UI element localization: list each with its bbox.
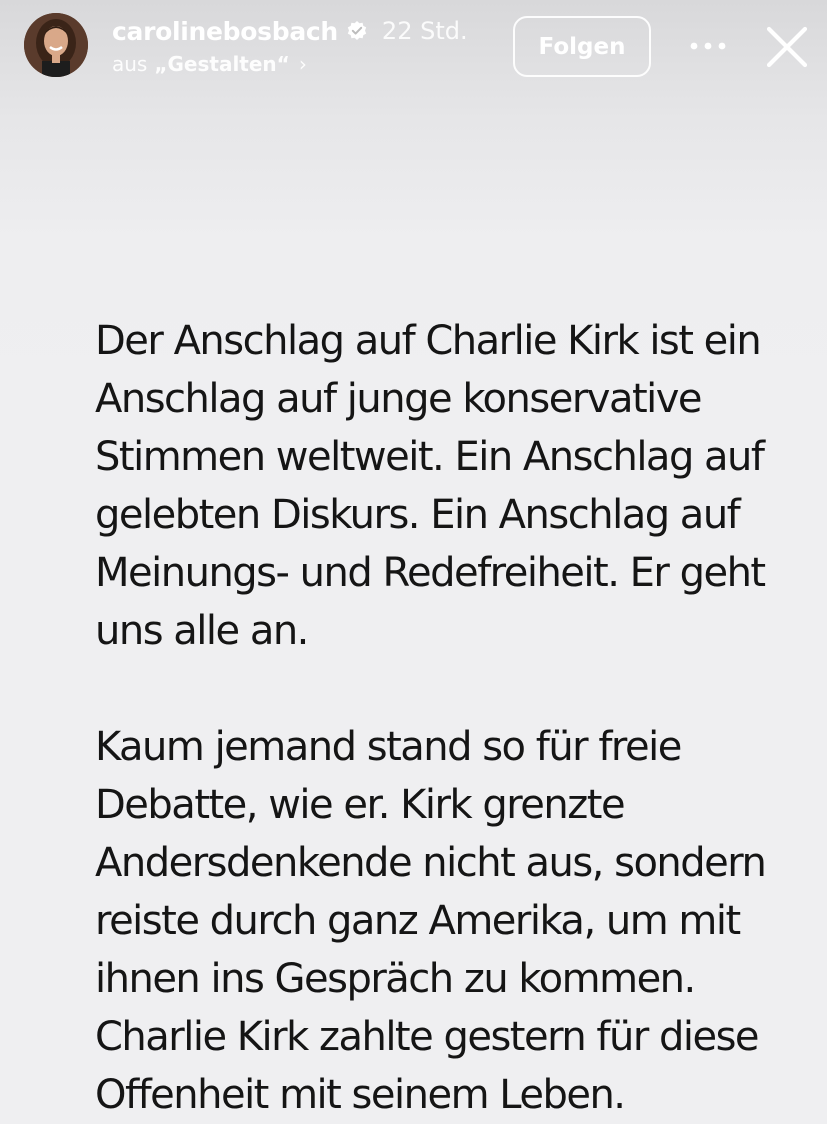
text-line: reiste durch ganz Amerika, um mit: [95, 898, 740, 944]
source-prefix: aus: [112, 52, 148, 76]
timestamp: 22 Std.: [381, 17, 468, 45]
verified-badge-icon: [346, 20, 368, 42]
text-line: Der Anschlag auf Charlie Kirk ist ein: [95, 318, 761, 364]
source-link[interactable]: [112, 50, 307, 78]
username[interactable]: carolinebosbach: [112, 16, 338, 46]
text-line: Meinungs- und Redefreiheit. Er geht: [95, 550, 765, 596]
story-paragraph-1: [95, 312, 765, 660]
text-line: Kaum jemand stand so für freie: [95, 724, 681, 770]
user-line: [112, 14, 468, 48]
more-options-icon[interactable]: [686, 34, 730, 58]
text-line: uns alle an.: [95, 608, 308, 654]
paragraph-spacer: [95, 660, 735, 718]
text-line: Debatte, wie er. Kirk grenzte: [95, 782, 625, 828]
text-line: gelebten Diskurs. Ein Anschlag auf: [95, 492, 740, 538]
text-line: Anschlag auf junge konservative: [95, 376, 702, 422]
chevron-right-icon: ›: [298, 52, 307, 76]
text-line: Offenheit mit seinem Leben.: [95, 1072, 625, 1118]
close-icon[interactable]: [764, 24, 810, 70]
story-text: [95, 312, 766, 1124]
follow-button[interactable]: Folgen: [513, 16, 651, 77]
text-line: ihnen ins Gespräch zu kommen.: [95, 956, 695, 1002]
source-name: „Gestalten“: [154, 52, 290, 76]
text-line: Charlie Kirk zahlte gestern für diese: [95, 1014, 759, 1060]
text-line: Andersdenkende nicht aus, sondern: [95, 840, 766, 886]
story-paragraph-2: [95, 718, 766, 1124]
avatar[interactable]: [24, 13, 88, 77]
text-line: Stimmen weltweit. Ein Anschlag auf: [95, 434, 764, 480]
story-header: [0, 0, 827, 100]
